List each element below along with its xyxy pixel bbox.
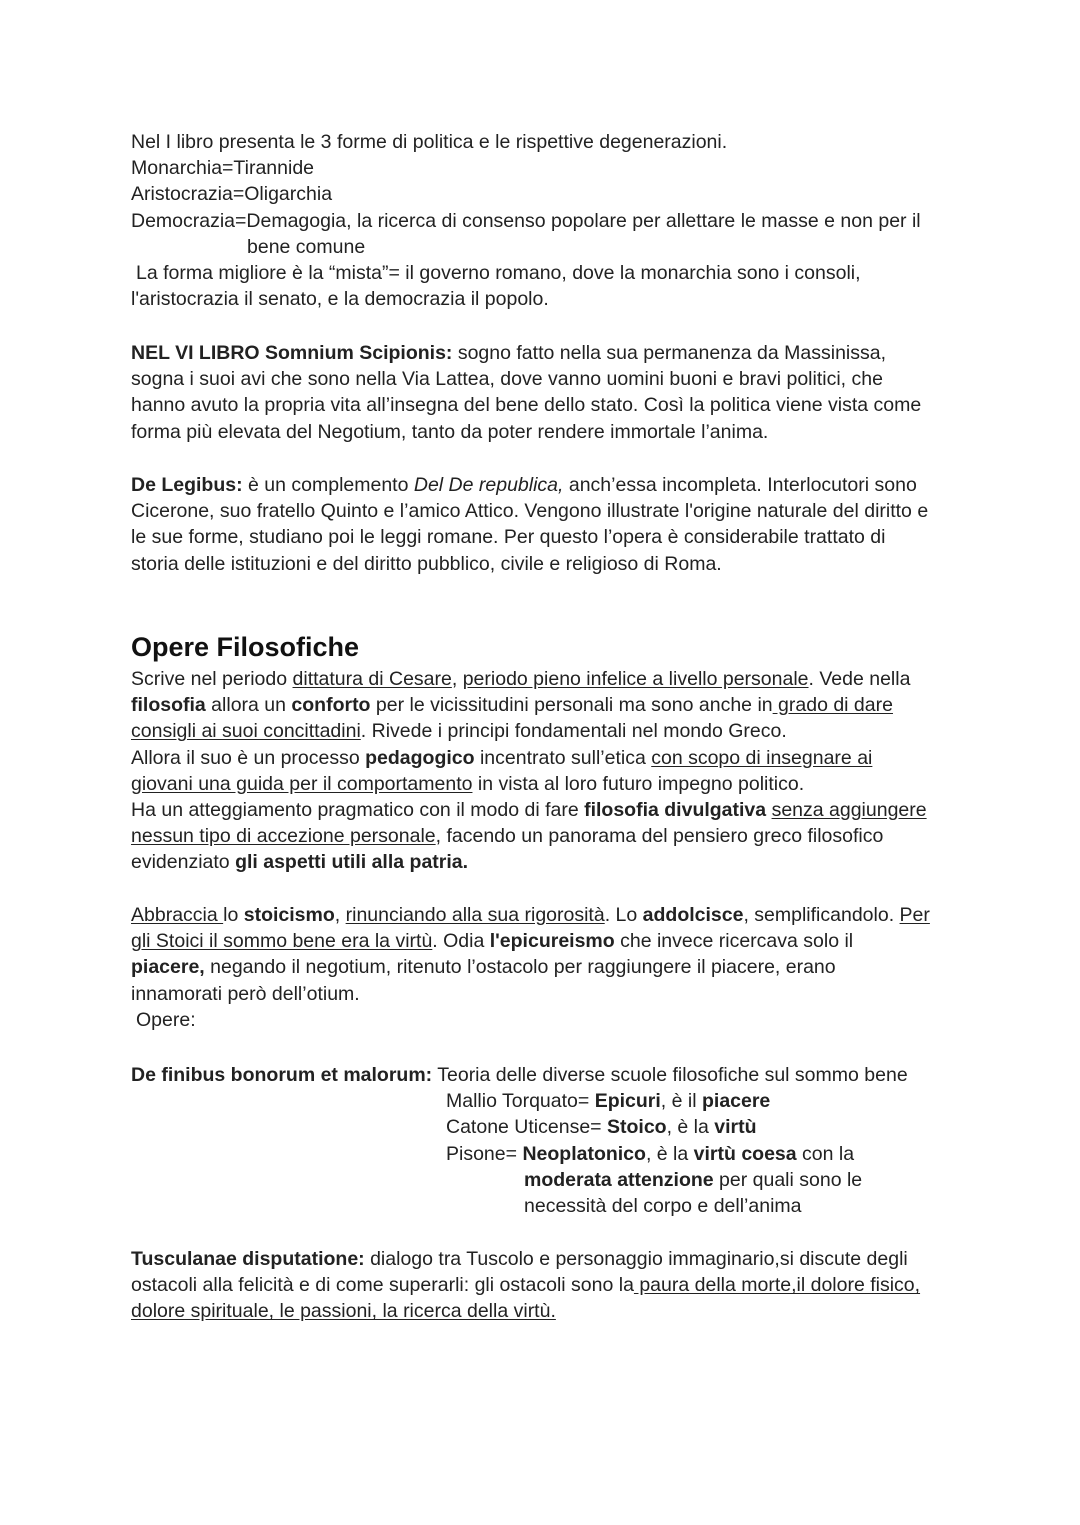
intro-line: bene comune	[247, 235, 366, 258]
somnium-line: hanno avuto la propria vita all’insegna del bene dello stato. Così la politica viene vista come	[131, 394, 922, 417]
finibus-section	[131, 1062, 1031, 1219]
legibus-line: le sue forme, studiano poi le leggi romane. Per questo l’opera è considerabile trattato di	[131, 526, 886, 549]
opere-line: filosofia allora un conforto per le vicissitudini personali ma sono anche in grado di dare	[131, 694, 893, 717]
opere-line: Scrive nel periodo dittatura di Cesare, periodo pieno infelice a livello personale. Vede nella	[131, 668, 911, 690]
somnium-line: forma più elevata del Negotium, tanto da poter rendere immortale l’anima.	[131, 420, 769, 443]
finibus-row: necessità del corpo e dell’anima	[524, 1194, 802, 1217]
tusculanae-line: ostacoli alla felicità e di come superarli: gli ostacoli sono la paura della morte,il dolore fisico,	[131, 1274, 921, 1297]
stoicismo-line: Abbraccia lo stoicismo, rinunciando alla sua rigorosità. Lo addolcisce, semplificandolo. Per	[131, 904, 930, 926]
intro-line: l'aristocrazia il senato, e la democrazia il popolo.	[131, 288, 549, 311]
somnium-line: sogna i suoi avi che sono nella Via Lattea, dove vanno uomini buoni e bravi politici, che	[131, 368, 883, 391]
intro-line: Aristocrazia=Oligarchia	[131, 183, 333, 206]
intro-line: Nel I libro presenta le 3 forme di politica e le rispettive degenerazioni.	[131, 131, 728, 153]
tusculanae-line: dolore spirituale, le passioni, la ricerca della virtù.	[131, 1300, 556, 1323]
legibus-line: storia delle istituzioni e del diritto pubblico, civile e religioso di Roma.	[131, 552, 722, 575]
opere-line: consigli ai suoi concittadini. Rivede i principi fondamentali nel mondo Greco.	[131, 720, 787, 743]
legibus-section	[131, 472, 971, 577]
opere-line: Ha un atteggiamento pragmatico con il modo di fare filosofia divulgativa senza aggiungere	[131, 799, 927, 822]
finibus-row: De finibus bonorum et malorum: Teoria delle diverse scuole filosofiche sul sommo bene	[131, 1064, 908, 1086]
finibus-heading: De finibus bonorum et malorum:	[131, 1064, 433, 1086]
opere-list-label: Opere:	[136, 1008, 196, 1031]
finibus-row: Catone Uticense= Stoico, è la virtù	[446, 1116, 757, 1139]
tusculanae-heading: Tusculanae disputatione:	[131, 1248, 365, 1270]
finibus-row: moderata attenzione per quali sono le	[524, 1168, 863, 1191]
somnium-heading: NEL VI LIBRO Somnium Scipionis:	[131, 342, 453, 364]
opere-paragraph	[131, 666, 971, 876]
section-heading: Opere Filosofiche	[131, 632, 360, 662]
finibus-row: Pisone= Neoplatonico, è la virtù coesa con la	[446, 1142, 855, 1165]
legibus-heading: De Legibus:	[131, 474, 243, 496]
intro-line: Democrazia=Demagogia, la ricerca di consenso popolare per allettare le masse e non per il	[131, 209, 921, 232]
somnium-section	[131, 340, 971, 445]
somnium-line: NEL VI LIBRO Somnium Scipionis: sogno fatto nella sua permanenza da Massinissa,	[131, 342, 887, 364]
tusculanae-section	[131, 1246, 971, 1325]
opere-line: giovani una guida per il comportamento in vista al loro futuro impegno politico.	[131, 772, 805, 795]
legibus-line: Cicerone, suo fratello Quinto e l’amico Attico. Vengono illustrate l'origine naturale del diritto e	[131, 500, 929, 523]
legibus-line: De Legibus: è un complemento Del De republica, anch’essa incompleta. Interlocutori sono	[131, 474, 917, 496]
opere-section-title	[131, 630, 971, 664]
opere-line: nessun tipo di accezione personale, facendo un panorama del pensiero greco filosofico	[131, 825, 884, 848]
intro-section	[131, 129, 971, 312]
stoicismo-line: piacere, negando il negotium, ritenuto l’ostacolo per raggiungere il piacere, erano	[131, 956, 836, 979]
stoicismo-paragraph	[131, 902, 971, 1033]
intro-line: Monarchia=Tirannide	[131, 157, 315, 180]
stoicismo-line: gli Stoici il sommo bene era la virtù. Odia l'epicureismo che invece ricercava solo il	[131, 930, 854, 953]
opere-line: Allora il suo è un processo pedagogico incentrato sull’etica con scopo di insegnare ai	[131, 746, 873, 769]
tusculanae-line: Tusculanae disputatione: dialogo tra Tuscolo e personaggio immaginario,si discute degli	[131, 1248, 908, 1270]
finibus-row: Mallio Torquato= Epicuri, è il piacere	[446, 1090, 771, 1113]
opere-line: evidenziato gli aspetti utili alla patria.	[131, 851, 469, 874]
stoicismo-line: innamorati però dell’otium.	[131, 982, 360, 1005]
intro-line: La forma migliore è la “mista”= il governo romano, dove la monarchia sono i consoli,	[136, 262, 861, 285]
